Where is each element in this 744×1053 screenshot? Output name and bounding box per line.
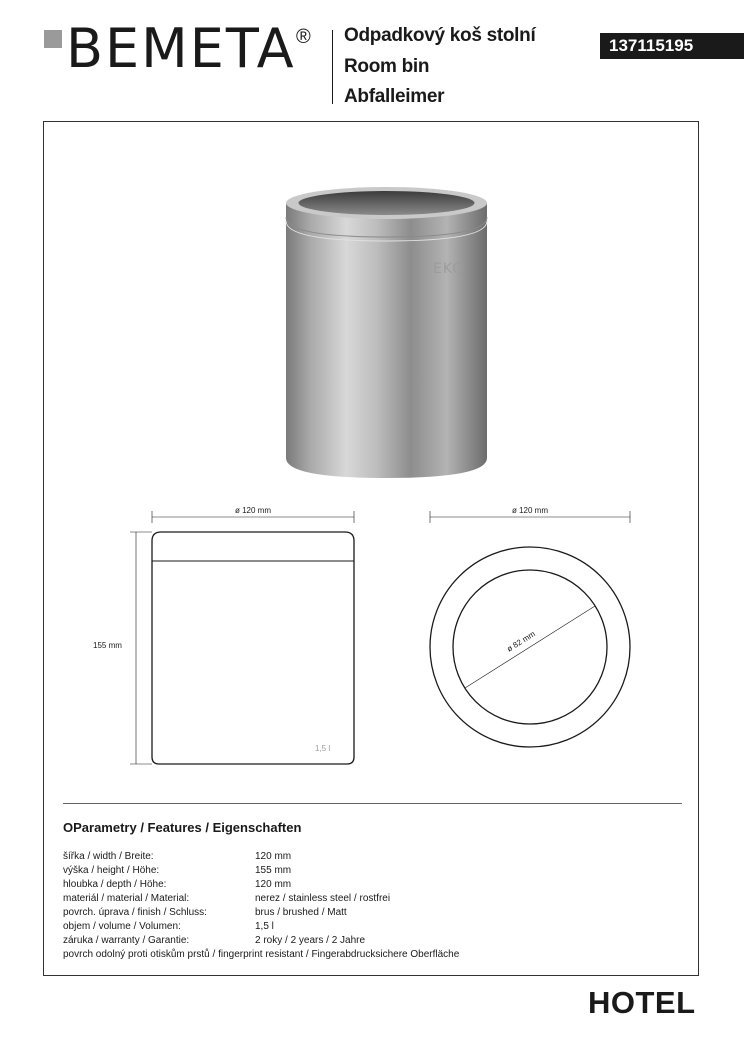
spec-value: 1,5 l bbox=[255, 921, 274, 932]
spec-value: 155 mm bbox=[255, 865, 292, 876]
product-code: 137115195 bbox=[600, 33, 744, 59]
front-height-label: 155 mm bbox=[93, 641, 122, 650]
spec-value: 120 mm bbox=[255, 879, 292, 890]
eko-engraving: EKO bbox=[433, 261, 465, 277]
spec-label: hloubka / depth / Höhe: bbox=[63, 879, 167, 890]
spec-label: záruka / warranty / Garantie: bbox=[63, 935, 190, 946]
spec-label: povrch. úprava / finish / Schluss: bbox=[63, 907, 207, 918]
spec-value: 2 roky / 2 years / 2 Jahre bbox=[255, 935, 366, 946]
top-view bbox=[430, 511, 630, 747]
spec-value: brus / brushed / Matt bbox=[255, 907, 347, 918]
spec-label: výška / height / Höhe: bbox=[63, 865, 160, 876]
title-czech: Odpadkový koš stolní bbox=[344, 25, 536, 46]
registered-mark: ® bbox=[296, 26, 311, 48]
title-english: Room bin bbox=[344, 56, 430, 77]
category-label: HOTEL bbox=[588, 985, 696, 1020]
features-title: OParametry / Features / Eigenschaften bbox=[63, 820, 302, 835]
title-german: Abfalleimer bbox=[344, 86, 445, 107]
bin-photo bbox=[286, 187, 487, 478]
title-divider bbox=[332, 30, 333, 104]
brand-logo: BEMETA bbox=[66, 17, 296, 80]
features-divider bbox=[63, 803, 682, 804]
product-drawing bbox=[43, 121, 699, 801]
spec-label: materiál / material / Material: bbox=[63, 893, 190, 904]
front-width-label: ø 120 mm bbox=[234, 506, 272, 515]
spec-label: šířka / width / Breite: bbox=[63, 851, 154, 862]
volume-label: 1,5 l bbox=[315, 744, 331, 753]
spec-value: nerez / stainless steel / rostfrei bbox=[255, 893, 391, 904]
spec-value: 120 mm bbox=[255, 851, 292, 862]
spec-label: objem / volume / Volumen: bbox=[63, 921, 181, 932]
spec-note: povrch odolný proti otiskům prstů / fingerprint resistant / Fingerabdrucksichere Oberfläche bbox=[63, 949, 460, 960]
inner-diameter-label: ø 82 mm bbox=[505, 629, 537, 654]
logo-square-icon bbox=[44, 30, 62, 48]
top-width-label: ø 120 mm bbox=[511, 506, 549, 515]
front-view bbox=[130, 511, 354, 764]
